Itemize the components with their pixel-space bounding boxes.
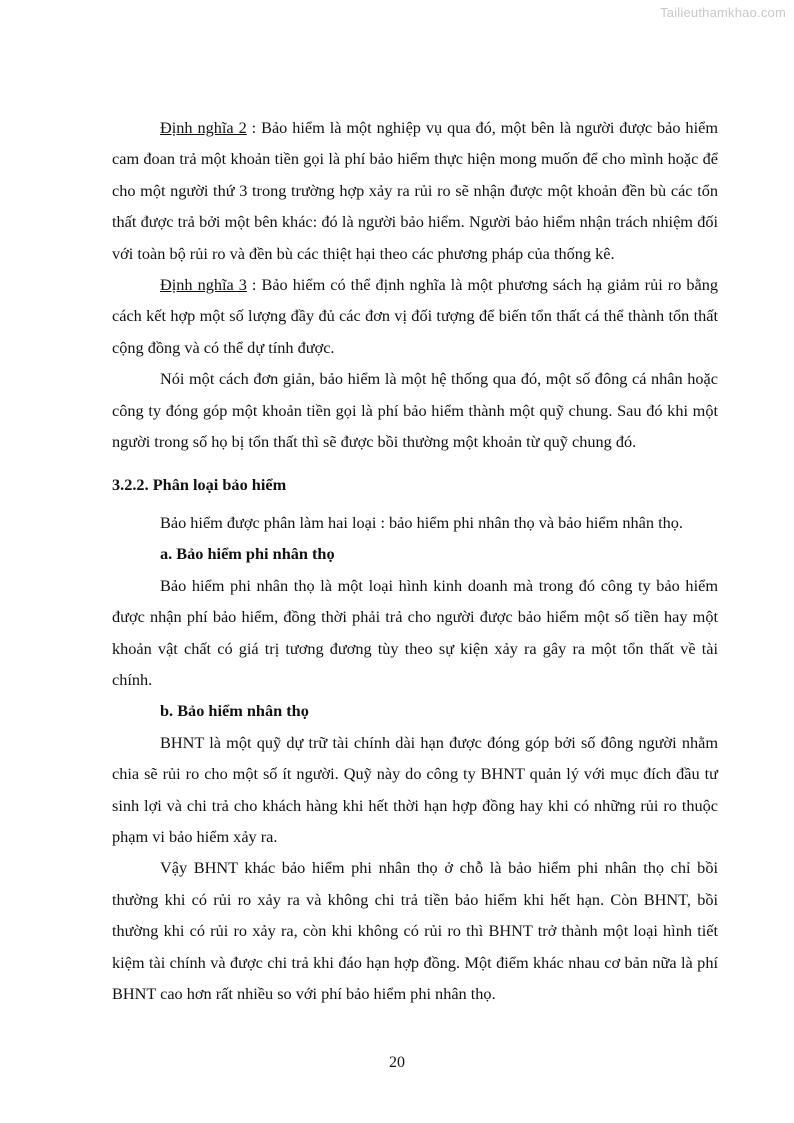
- definition-3-text: : Bảo hiểm có thể định nghĩa là một phương sách hạ giảm rủi ro bằng cách kết hợp một số lượng đầy đủ các đơn vị đối tượng để biến tổn thất cá thể thành tổn thất cộng đồng và có thể dự tính được.: [112, 275, 719, 357]
- subsection-a-paragraph: Bảo hiểm phi nhân thọ là một loại hình kinh doanh mà trong đó công ty bảo hiểm được nhận phí bảo hiểm, đồng thời phải trả cho người được bảo hiểm một số tiền hay một khoản vật chất có giá trị tương đương tùy theo sự kiện xảy ra gây ra một tổn thất về tài chính.: [112, 575, 718, 689]
- definition-2-paragraph: [112, 112, 718, 269]
- section-heading: 3.2.2. Phân loại bảo hiểm: [112, 475, 287, 495]
- subsection-a-title: a. Bảo hiểm phi nhân thọ: [160, 544, 335, 564]
- document-body: [112, 112, 718, 1009]
- definition-2-label: Định nghĩa 2: [160, 118, 247, 137]
- definition-2-text: : Bảo hiểm là một nghiệp vụ qua đó, một bên là người được bảo hiểm cam đoan trả một khoản tiền gọi là phí bảo hiểm thực hiện mong muốn để cho mình hoặc để cho một người thứ 3 trong trường hợp xảy ra rủi ro sẽ nhận được một khoản đền bù các tổn thất được trả bởi một bên khác: đó là người bảo hiểm. Người bảo hiểm nhận trách nhiệm đối với toàn bộ rủi ro và đền bù các thiệt hại theo các phương pháp của thống kê.: [112, 118, 718, 263]
- section-intro: Bảo hiểm được phân làm hai loại : bảo hiểm phi nhân thọ và bảo hiểm nhân thọ.: [160, 512, 683, 532]
- definition-3-label: Định nghĩa 3: [160, 275, 247, 295]
- subsection-b-paragraph-1: BHNT là một quỹ dự trữ tài chính dài hạn được đóng góp bởi số đông người nhằm chia sẽ rủi ro cho một số ít người. Quỹ này do công ty BHNT quản lý với mục đích đầu tư sinh lợi và chi trả cho khách hàng khi hết thời hạn hợp đồng hay khi có những rủi ro thuộc phạm vi bảo hiểm xảy ra.: [112, 732, 718, 846]
- watermark-text: Tailieuthamkhao.com: [660, 5, 786, 20]
- page-number: 20: [389, 1054, 405, 1071]
- subsection-b-paragraph-2: Vậy BHNT khác bảo hiểm phi nhân thọ ở chỗ là bảo hiểm phi nhân thọ chỉ bồi thường khi có rủi ro xảy ra và không chi trả tiền bảo hiểm khi hết hạn. Còn BHNT, bồi thường khi có rủi ro xảy ra, còn khi không có rủi ro thì BHNT trở thành một loại hình tiết kiệm tài chính và được chi trả khi đáo hạn hợp đồng. Một điểm khác nhau cơ bản nữa là phí BHNT cao hơn rất nhiều so với phí bảo hiểm phi nhân thọ.: [112, 858, 718, 1003]
- definition-3-paragraph: [112, 269, 718, 363]
- subsection-b-title: b. Bảo hiểm nhân thọ: [160, 701, 309, 721]
- simple-definition-paragraph: Nói một cách đơn giản, bảo hiểm là một hệ thống qua đó, một số đông cá nhân hoặc công ty đóng góp một khoản tiền gọi là phí bảo hiểm thành một quỹ chung. Sau đó khi một người trong số họ bị tổn thất thì sẽ được bồi thường một khoản từ quỹ chung đó.: [112, 369, 718, 452]
